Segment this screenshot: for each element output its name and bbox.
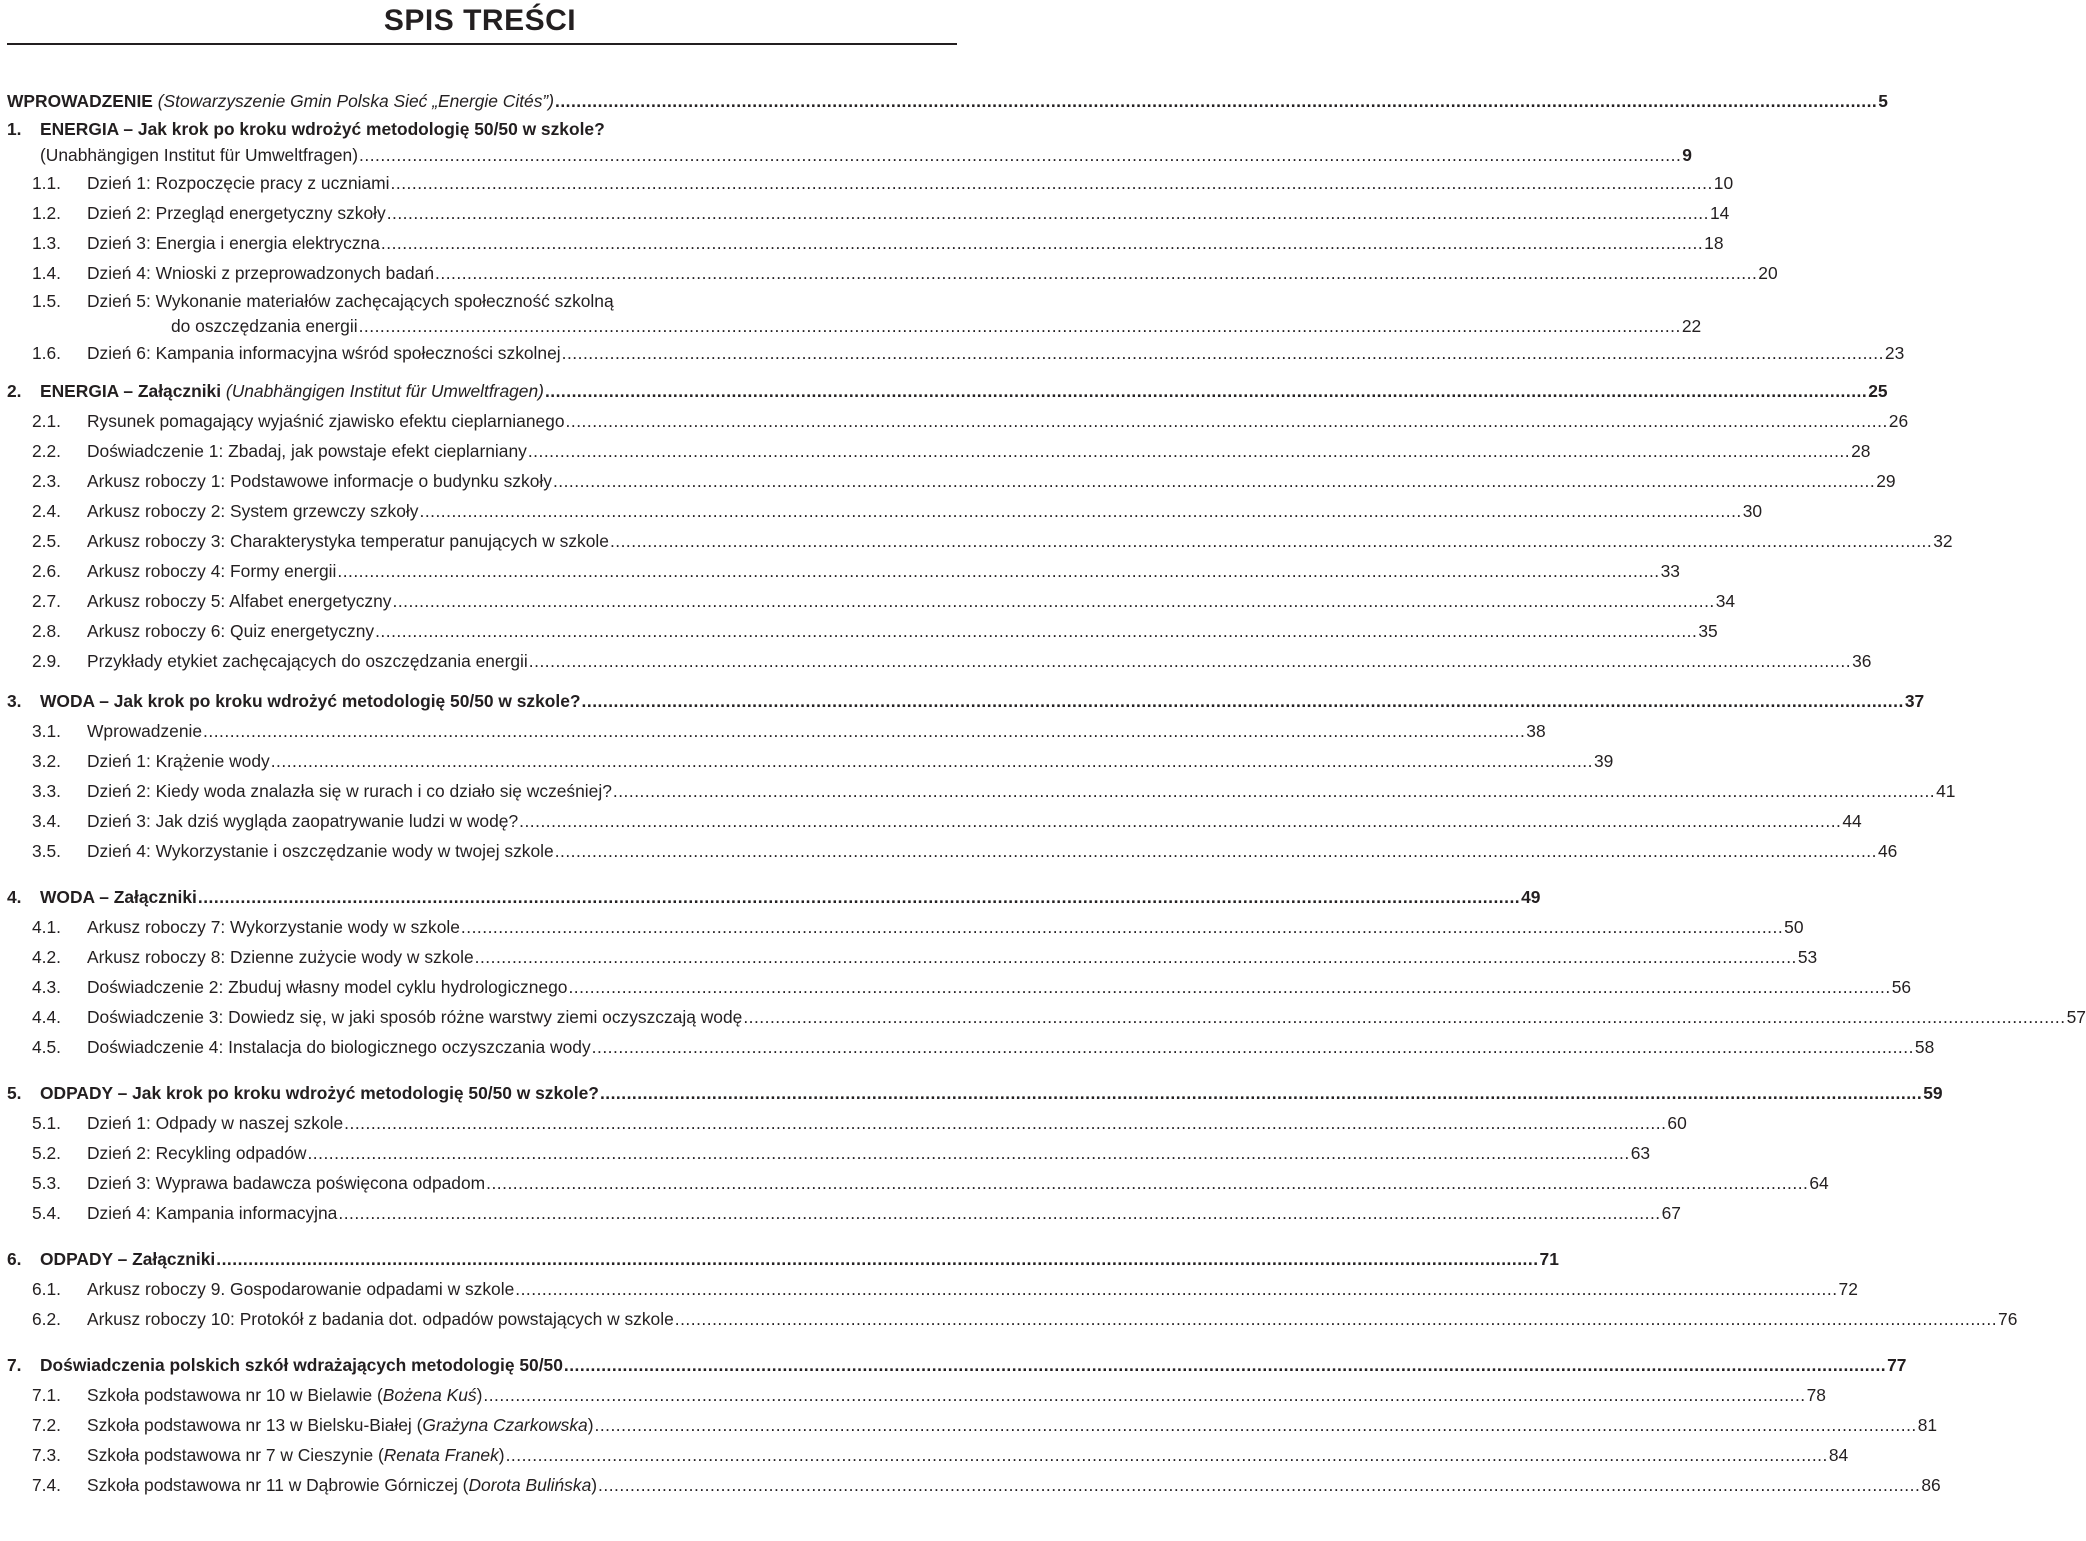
toc-item[interactable] bbox=[7, 1032, 1935, 1062]
dot-leader bbox=[337, 556, 1659, 586]
section-title: Doświadczenia polskich szkół wdrażających metodologię 50/50 bbox=[40, 1355, 563, 1375]
item-title: Arkusz roboczy 3: Charakterystyka temperatur panujących w szkole bbox=[87, 531, 609, 551]
section-number: 2. bbox=[7, 381, 22, 401]
item-title: Rysunek pomagający wyjaśnić zjawisko efektu cieplarnianego bbox=[87, 411, 565, 431]
page-number: 5 bbox=[1878, 91, 1888, 111]
toc-item[interactable] bbox=[7, 746, 1614, 776]
item-title: Dzień 2: Przegląd energetyczny szkoły bbox=[87, 203, 386, 223]
dot-leader bbox=[598, 1470, 1920, 1500]
item-number: 2.7. bbox=[32, 591, 62, 611]
item-number: 7.3. bbox=[32, 1445, 62, 1465]
toc-item[interactable] bbox=[7, 1304, 2018, 1334]
item-paren: ) bbox=[587, 1415, 594, 1435]
item-number: 6.1. bbox=[32, 1279, 62, 1299]
page-number: 60 bbox=[1667, 1113, 1687, 1133]
item-number: 7.1. bbox=[32, 1385, 62, 1405]
dot-leader bbox=[461, 912, 1783, 942]
dot-leader bbox=[271, 746, 1593, 776]
item-title: Szkoła podstawowa nr 7 w Cieszynie ( bbox=[87, 1445, 384, 1465]
item-title: Dzień 3: Jak dziś wygląda zaopatrywanie ludzi w wodę? bbox=[87, 811, 519, 831]
item-paren: ) bbox=[476, 1385, 483, 1405]
dot-leader bbox=[529, 646, 1851, 676]
page-number: 44 bbox=[1842, 811, 1862, 831]
item-number: 2.9. bbox=[32, 651, 62, 671]
item-title: Dzień 1: Rozpoczęcie pracy z uczniami bbox=[87, 173, 390, 193]
item-number: 2.5. bbox=[32, 531, 62, 551]
item-title: Dzień 6: Kampania informacyjna wśród społeczności szkolnej bbox=[87, 343, 561, 363]
dot-leader bbox=[568, 972, 1890, 1002]
toc-item[interactable] bbox=[7, 1274, 1858, 1304]
toc-item[interactable] bbox=[7, 1108, 1687, 1138]
item-paren: ) bbox=[498, 1445, 505, 1465]
page-number: 76 bbox=[1998, 1309, 2018, 1329]
toc-section-4[interactable] bbox=[7, 882, 1541, 912]
toc-item[interactable] bbox=[7, 972, 1912, 1002]
item-title: Dzień 1: Krążenie wody bbox=[87, 751, 270, 771]
item-title-cont: do oszczędzania energii bbox=[171, 316, 358, 336]
toc-item[interactable] bbox=[7, 1138, 1651, 1168]
page-number: 14 bbox=[1709, 203, 1730, 223]
item-title: Arkusz roboczy 1: Podstawowe informacje o budynku szkoły bbox=[87, 471, 552, 491]
toc-item[interactable] bbox=[7, 258, 1778, 288]
item-paren: ) bbox=[591, 1475, 598, 1495]
dot-leader bbox=[600, 1078, 1922, 1108]
item-title: Doświadczenie 1: Zbadaj, jak powstaje efekt cieplarniany bbox=[87, 441, 527, 461]
dot-leader bbox=[419, 496, 1741, 526]
dot-leader bbox=[375, 616, 1697, 646]
item-number: 1.4. bbox=[32, 263, 62, 283]
toc-item[interactable] bbox=[7, 1002, 2086, 1032]
section-number: 6. bbox=[7, 1249, 22, 1269]
section-number: 4. bbox=[7, 887, 22, 907]
page-number: 36 bbox=[1852, 651, 1872, 671]
page-number: 81 bbox=[1917, 1415, 1938, 1435]
toc-item-cont[interactable] bbox=[7, 314, 1702, 338]
dot-leader bbox=[566, 406, 1888, 436]
page-number: 39 bbox=[1593, 751, 1614, 771]
item-number: 5.4. bbox=[32, 1203, 62, 1223]
page-number: 63 bbox=[1630, 1143, 1651, 1163]
item-title: Szkoła podstawowa nr 13 w Bielsku-Białej ( bbox=[87, 1415, 423, 1435]
item-title: Doświadczenie 4: Instalacja do biologicznego oczyszczania wody bbox=[87, 1037, 591, 1057]
item-title: Doświadczenie 3: Dowiedz się, w jaki sposób różne warstwy ziemi oczyszczają wodę bbox=[87, 1007, 743, 1027]
dot-leader bbox=[515, 1274, 1837, 1304]
item-title: Dzień 2: Recykling odpadów bbox=[87, 1143, 307, 1163]
toc-section-5[interactable] bbox=[7, 1078, 1943, 1108]
item-title: Doświadczenie 2: Zbuduj własny model cyklu hydrologicznego bbox=[87, 977, 568, 997]
toc-item[interactable] bbox=[7, 1470, 1941, 1500]
item-author: Dorota Bulińska bbox=[468, 1475, 592, 1495]
item-number: 1.2. bbox=[32, 203, 62, 223]
toc-section-1-cont[interactable] bbox=[7, 142, 1692, 168]
dot-leader bbox=[338, 1198, 1660, 1228]
item-author: Renata Franek bbox=[383, 1445, 499, 1465]
item-number: 2.8. bbox=[32, 621, 62, 641]
item-number: 3.4. bbox=[32, 811, 62, 831]
toc-item[interactable] bbox=[7, 526, 1953, 556]
dot-leader bbox=[391, 168, 1713, 198]
dot-leader bbox=[564, 1350, 1886, 1380]
toc-item[interactable] bbox=[7, 466, 1896, 496]
item-number: 3.3. bbox=[32, 781, 62, 801]
section-title: WODA – Załączniki bbox=[40, 887, 197, 907]
page-number: 22 bbox=[1681, 316, 1702, 336]
section-title: ENERGIA – Jak krok po kroku wdrożyć metodologię 50/50 w szkole? bbox=[40, 119, 605, 139]
item-number: 6.2. bbox=[32, 1309, 62, 1329]
item-number: 4.4. bbox=[32, 1007, 62, 1027]
dot-leader bbox=[393, 586, 1715, 616]
section-number: 3. bbox=[7, 691, 22, 711]
item-number: 4.5. bbox=[32, 1037, 62, 1057]
toc-section-1[interactable] bbox=[7, 116, 955, 142]
toc-item[interactable] bbox=[7, 556, 1680, 586]
item-title: Szkoła podstawowa nr 10 w Bielawie ( bbox=[87, 1385, 383, 1405]
section-title: ENERGIA – Załączniki bbox=[40, 381, 222, 401]
toc-item[interactable] bbox=[7, 496, 1763, 526]
item-author: Grażyna Czarkowska bbox=[422, 1415, 588, 1435]
item-title: Arkusz roboczy 9. Gospodarowanie odpadami w szkole bbox=[87, 1279, 515, 1299]
page-number: 29 bbox=[1876, 471, 1896, 491]
dot-leader bbox=[675, 1304, 1997, 1334]
dot-leader bbox=[555, 836, 1877, 866]
item-title: Przykłady etykiet zachęcających do oszczędzania energii bbox=[87, 651, 528, 671]
page-number: 67 bbox=[1661, 1203, 1681, 1223]
toc-intro-author: (Stowarzyszenie Gmin Polska Sieć „Energie Cités”) bbox=[157, 91, 554, 111]
dot-leader bbox=[545, 376, 1867, 406]
item-title: Arkusz roboczy 6: Quiz energetyczny bbox=[87, 621, 375, 641]
section-author: (Unabhängigen Institut für Umweltfragen) bbox=[225, 381, 544, 401]
item-number: 1.3. bbox=[32, 233, 62, 253]
item-title: Dzień 1: Odpady w naszej szkole bbox=[87, 1113, 344, 1133]
page-number: 50 bbox=[1784, 917, 1804, 937]
toc-section-7[interactable] bbox=[7, 1350, 1907, 1380]
dot-leader bbox=[528, 436, 1850, 466]
dot-leader bbox=[562, 338, 1884, 368]
page-number: 37 bbox=[1904, 691, 1925, 711]
toc-item[interactable] bbox=[7, 436, 1871, 466]
dot-leader bbox=[594, 1410, 1916, 1440]
toc-item[interactable] bbox=[7, 942, 1818, 972]
item-number: 7.2. bbox=[32, 1415, 62, 1435]
toc-section-3[interactable] bbox=[7, 686, 1925, 716]
page-number: 33 bbox=[1660, 561, 1680, 581]
section-author: (Unabhängigen Institut für Umweltfragen) bbox=[40, 145, 359, 165]
toc-item[interactable] bbox=[7, 198, 1730, 228]
dot-leader bbox=[483, 1380, 1805, 1410]
toc-item[interactable] bbox=[7, 616, 1718, 646]
item-number: 2.6. bbox=[32, 561, 62, 581]
dot-leader bbox=[506, 1440, 1828, 1470]
item-title: Dzień 5: Wykonanie materiałów zachęcających społeczność szkolną bbox=[87, 291, 614, 311]
title-divider bbox=[7, 43, 957, 45]
page-number: 38 bbox=[1526, 721, 1546, 741]
item-title: Szkoła podstawowa nr 11 w Dąbrowie Górniczej ( bbox=[87, 1475, 469, 1495]
toc-item[interactable] bbox=[7, 776, 1956, 806]
item-title: Arkusz roboczy 5: Alfabet energetyczny bbox=[87, 591, 392, 611]
toc-item[interactable] bbox=[7, 1198, 1681, 1228]
page-number: 28 bbox=[1851, 441, 1871, 461]
toc-item[interactable] bbox=[7, 1440, 1849, 1470]
page-title: SPIS TREŚCI bbox=[383, 4, 577, 37]
toc-item[interactable] bbox=[7, 338, 1905, 368]
dot-leader bbox=[359, 314, 1681, 338]
section-title: ODPADY – Jak krok po kroku wdrożyć metodologię 50/50 w szkole? bbox=[40, 1083, 599, 1103]
page-number: 30 bbox=[1742, 501, 1763, 521]
toc-item[interactable] bbox=[7, 716, 1546, 746]
toc-item[interactable] bbox=[7, 288, 955, 314]
toc-item[interactable] bbox=[7, 586, 1736, 616]
dot-leader bbox=[486, 1168, 1808, 1198]
page-number: 53 bbox=[1797, 947, 1818, 967]
item-number: 5.2. bbox=[32, 1143, 62, 1163]
item-number: 7.4. bbox=[32, 1475, 62, 1495]
toc-entry-intro[interactable] bbox=[7, 86, 1888, 116]
page-number: 64 bbox=[1809, 1173, 1829, 1193]
table-of-contents bbox=[7, 86, 2086, 1500]
item-number: 3.1. bbox=[32, 721, 62, 741]
item-author: Bożena Kuś bbox=[382, 1385, 477, 1405]
page-number: 35 bbox=[1698, 621, 1718, 641]
page-number: 25 bbox=[1868, 381, 1888, 401]
toc-item[interactable] bbox=[7, 646, 1872, 676]
page-number: 58 bbox=[1914, 1037, 1935, 1057]
item-number: 1.6. bbox=[32, 343, 62, 363]
section-number: 7. bbox=[7, 1355, 22, 1375]
item-number: 4.2. bbox=[32, 947, 62, 967]
item-number: 2.3. bbox=[32, 471, 62, 491]
dot-leader bbox=[610, 526, 1932, 556]
toc-item[interactable] bbox=[7, 806, 1862, 836]
toc-section-6[interactable] bbox=[7, 1244, 1559, 1274]
toc-item[interactable] bbox=[7, 912, 1804, 942]
dot-leader bbox=[555, 86, 1877, 116]
item-number: 3.5. bbox=[32, 841, 62, 861]
toc-item[interactable] bbox=[7, 1410, 1938, 1440]
item-title: Dzień 2: Kiedy woda znalazła się w rurach i co działo się wcześniej? bbox=[87, 781, 612, 801]
dot-leader bbox=[387, 198, 1709, 228]
item-title: Dzień 4: Kampania informacyjna bbox=[87, 1203, 338, 1223]
dot-leader bbox=[519, 806, 1841, 836]
page-number: 20 bbox=[1758, 263, 1778, 283]
toc-item[interactable] bbox=[7, 1380, 1826, 1410]
page-number: 9 bbox=[1682, 145, 1692, 165]
item-title: Dzień 4: Wykorzystanie i oszczędzanie wody w twojej szkole bbox=[87, 841, 554, 861]
page-number: 49 bbox=[1521, 887, 1541, 907]
item-number: 5.3. bbox=[32, 1173, 62, 1193]
page-number: 10 bbox=[1713, 173, 1734, 193]
section-number: 1. bbox=[7, 119, 22, 139]
page-number: 46 bbox=[1877, 841, 1898, 861]
item-number: 3.2. bbox=[32, 751, 62, 771]
page-number: 86 bbox=[1921, 1475, 1941, 1495]
dot-leader bbox=[435, 258, 1757, 288]
dot-leader bbox=[381, 228, 1703, 258]
dot-leader bbox=[475, 942, 1797, 972]
item-title: Arkusz roboczy 4: Formy energii bbox=[87, 561, 337, 581]
dot-leader bbox=[359, 142, 1681, 168]
item-number: 1.1. bbox=[32, 173, 62, 193]
page-number: 77 bbox=[1887, 1355, 1907, 1375]
item-title: Arkusz roboczy 8: Dzienne zużycie wody w szkole bbox=[87, 947, 474, 967]
toc-item[interactable] bbox=[7, 228, 1724, 258]
item-title: Arkusz roboczy 2: System grzewczy szkoły bbox=[87, 501, 419, 521]
page-number: 41 bbox=[1936, 781, 1956, 801]
toc-item[interactable] bbox=[7, 1168, 1829, 1198]
item-number: 4.3. bbox=[32, 977, 62, 997]
dot-leader bbox=[592, 1032, 1914, 1062]
item-title: Arkusz roboczy 10: Protokół z badania dot. odpadów powstających w szkole bbox=[87, 1309, 674, 1329]
toc-item[interactable] bbox=[7, 836, 1898, 866]
page-number: 59 bbox=[1923, 1083, 1943, 1103]
item-number: 2.1. bbox=[32, 411, 62, 431]
item-title: Arkusz roboczy 7: Wykorzystanie wody w szkole bbox=[87, 917, 460, 937]
item-number: 4.1. bbox=[32, 917, 62, 937]
dot-leader bbox=[307, 1138, 1629, 1168]
page-number: 78 bbox=[1806, 1385, 1826, 1405]
page-number: 26 bbox=[1888, 411, 1909, 431]
item-number: 5.1. bbox=[32, 1113, 62, 1133]
page-number: 57 bbox=[2066, 1007, 2086, 1027]
item-number: 1.5. bbox=[32, 291, 62, 311]
toc-item[interactable] bbox=[7, 406, 1909, 436]
section-number: 5. bbox=[7, 1083, 22, 1103]
page-number: 34 bbox=[1715, 591, 1736, 611]
page-number: 56 bbox=[1891, 977, 1912, 997]
page-number: 72 bbox=[1838, 1279, 1858, 1299]
dot-leader bbox=[344, 1108, 1666, 1138]
page-number: 23 bbox=[1884, 343, 1905, 363]
item-title: Dzień 3: Energia i energia elektryczna bbox=[87, 233, 380, 253]
toc-item[interactable] bbox=[7, 168, 1734, 198]
dot-leader bbox=[582, 686, 1904, 716]
section-title: WODA – Jak krok po kroku wdrożyć metodologię 50/50 w szkole? bbox=[40, 691, 581, 711]
page-number: 84 bbox=[1828, 1445, 1849, 1465]
dot-leader bbox=[743, 1002, 2065, 1032]
item-title: Dzień 4: Wnioski z przeprowadzonych badań bbox=[87, 263, 435, 283]
page-number: 71 bbox=[1539, 1249, 1559, 1269]
dot-leader bbox=[198, 882, 1520, 912]
toc-section-2[interactable] bbox=[7, 376, 1888, 406]
dot-leader bbox=[553, 466, 1875, 496]
toc-intro-label: WPROWADZENIE bbox=[7, 91, 153, 111]
dot-leader bbox=[216, 1244, 1538, 1274]
item-number: 2.4. bbox=[32, 501, 62, 521]
item-number: 2.2. bbox=[32, 441, 62, 461]
dot-leader bbox=[613, 776, 1935, 806]
item-title: Dzień 3: Wyprawa badawcza poświęcona odpadom bbox=[87, 1173, 486, 1193]
page-number: 32 bbox=[1933, 531, 1953, 551]
item-title: Wprowadzenie bbox=[87, 721, 203, 741]
page-number: 18 bbox=[1704, 233, 1724, 253]
dot-leader bbox=[203, 716, 1525, 746]
section-title: ODPADY – Załączniki bbox=[40, 1249, 216, 1269]
